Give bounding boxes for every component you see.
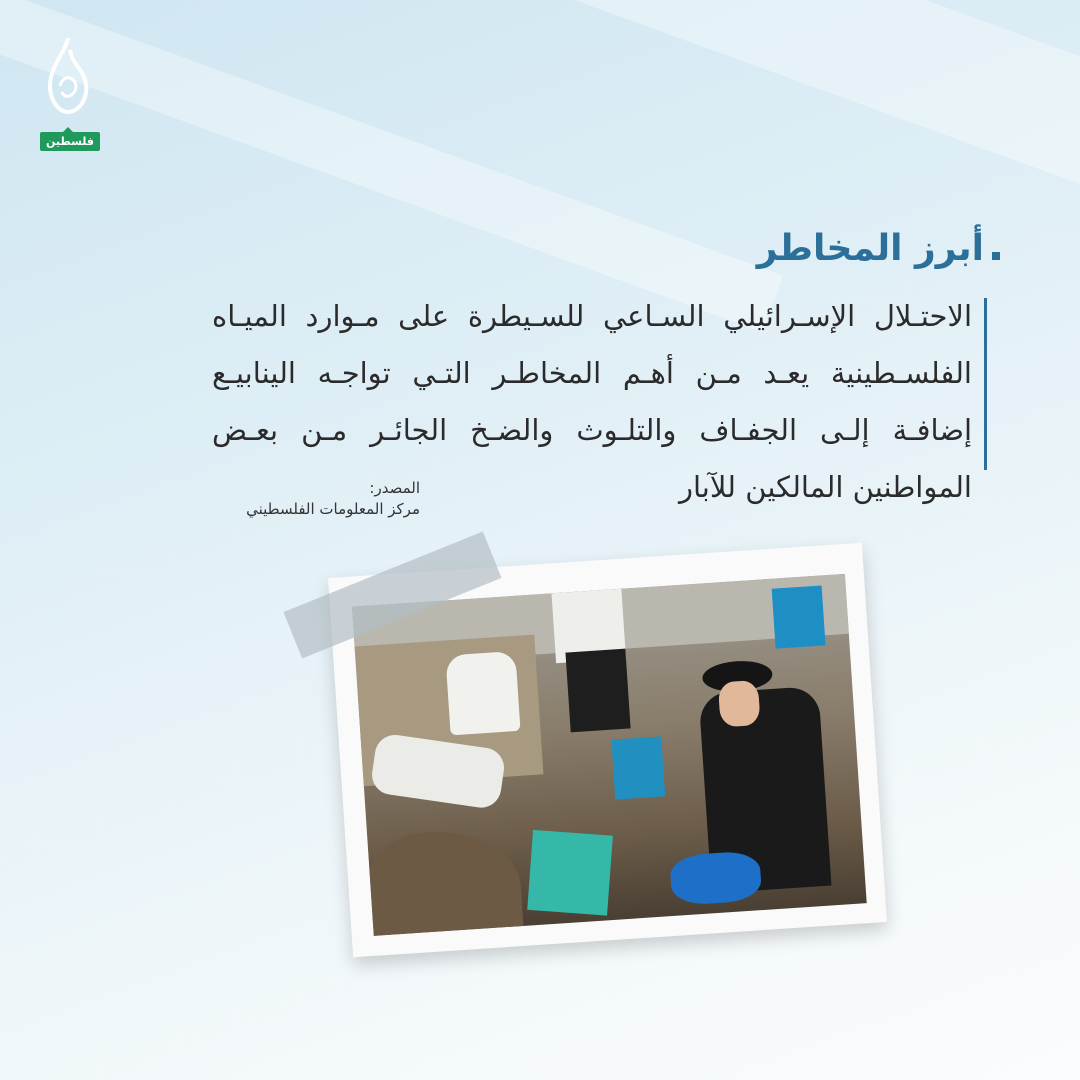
region-badge: فلسطين xyxy=(40,132,100,151)
logo xyxy=(38,36,98,148)
source xyxy=(246,478,420,520)
accent-bar xyxy=(984,298,987,470)
section-title xyxy=(757,228,1000,269)
body-line: الاحتـلال الإسـرائيلي السـاعي للسـيطرة على مـوارد الميـاه xyxy=(212,299,972,333)
body-line: المواطنين المالكين للآبار xyxy=(678,470,972,504)
body-line: الفلسـطينية يعـد مـن أهـم المخاطـر التـي تواجـه الينابيـع xyxy=(212,356,972,390)
aljazeera-logo-icon xyxy=(42,36,94,116)
source-value: مركز المعلومات الفلسطيني xyxy=(246,500,420,518)
background-streak xyxy=(0,0,783,332)
body-line: إضافـة إلـى الجفـاف والتلـوث والضـخ الجائـر مـن بعـض xyxy=(212,413,972,447)
bullet-icon xyxy=(992,252,1000,260)
title-text: أبرز المخاطر xyxy=(756,228,984,269)
photo xyxy=(352,574,867,936)
source-label: المصدر: xyxy=(369,479,420,497)
